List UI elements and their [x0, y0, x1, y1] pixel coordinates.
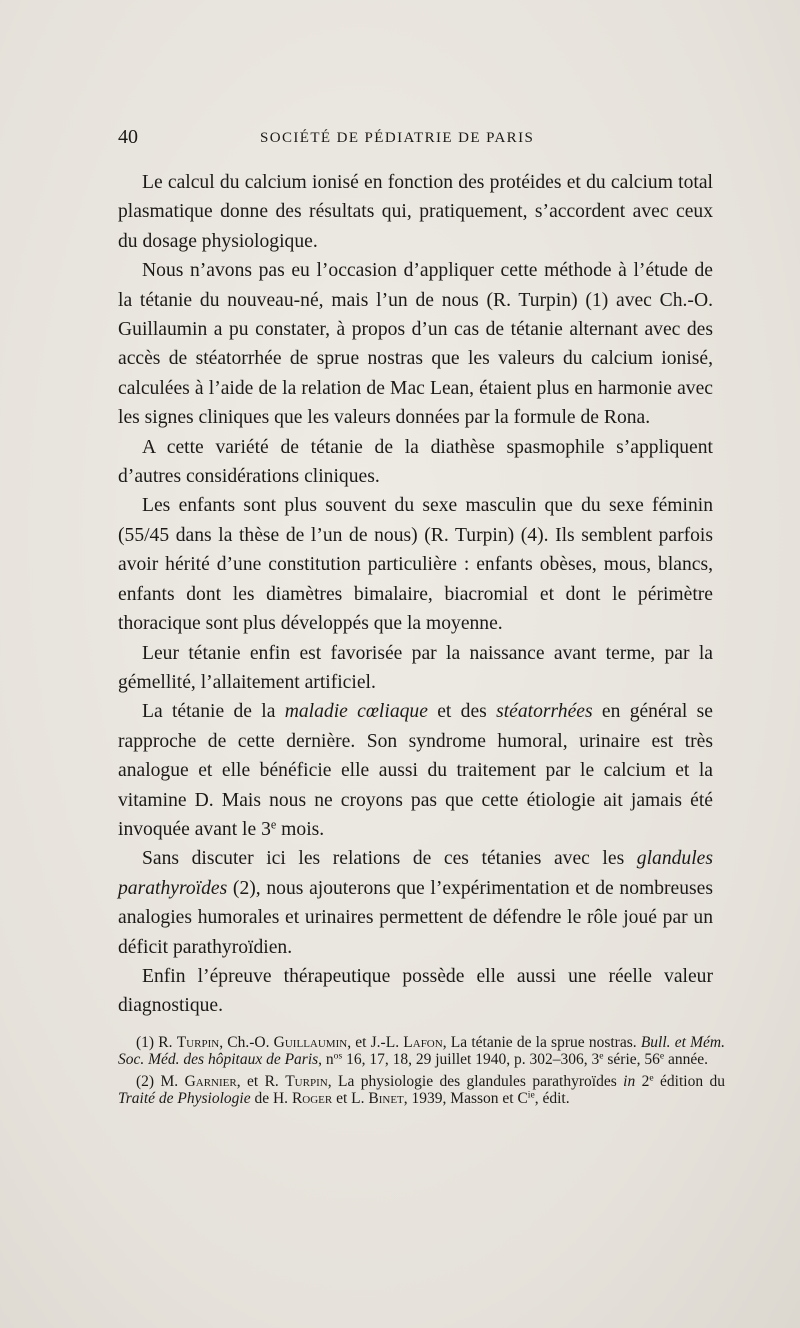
book-title: Traité de Physiologie	[118, 1090, 251, 1107]
journal-title: Bull. et Mém. Soc. Méd. des hôpitaux de Paris	[118, 1034, 725, 1068]
footnote-text: , et R.	[236, 1073, 286, 1090]
ordinal-superscript: e	[270, 817, 277, 832]
footnote-text: , n	[318, 1051, 334, 1068]
body-text	[118, 168, 713, 1021]
footnote-text: , Ch.-O.	[219, 1034, 274, 1051]
paragraph-4: Les enfants sont plus souvent du sexe masculin que du sexe féminin (55/45 dans la thèse de l’un de nous) (R. Turpin) (4). Ils semblent parfois avoir hérité d’une constitution particulière : enfants obèses, mous, blancs, enfants dont les diamètres bimalaire, biacromial et dont le périmètre thoracique sont plus développés que la moyenne.	[118, 495, 713, 635]
footnote-2	[118, 1073, 725, 1107]
author-name: Binet	[368, 1090, 404, 1107]
author-name: Garnier	[184, 1073, 237, 1090]
author-name: Turpin	[285, 1073, 328, 1090]
author-name: Roger	[291, 1090, 333, 1107]
paragraph-6-text: mois.	[276, 818, 325, 840]
footnote-text: , La physiologie des glandules parathyroïdes	[327, 1073, 624, 1090]
paragraph-6-text: en général se rapproche de cette dernière. Son syndrome humoral, urinaire est très analogue et elle bénéficie elle aussi du traitement par le calcium et la vitamine D. Mais nous ne croyons pas que cette étiologie ait jamais été invoquée avant le 3	[118, 701, 713, 840]
footnote-text: , et J.-L.	[347, 1034, 404, 1051]
paragraph-6-text: La tétanie de la	[142, 701, 285, 723]
footnote-text: 16, 17, 18, 29 juillet 1940, p. 302–306, 3	[342, 1051, 600, 1068]
superscript: e	[659, 1050, 665, 1062]
paragraph-8: Enfin l’épreuve thérapeutique possède elle aussi une réelle valeur diagnostique.	[118, 965, 713, 1017]
term-glandules-parathyroides: glandules parathyroïdes	[118, 848, 713, 899]
footnote-text: série, 56	[603, 1051, 660, 1068]
superscript: e	[649, 1072, 654, 1084]
footnote-text: année.	[664, 1051, 709, 1068]
page-number: 40	[118, 126, 138, 148]
page-header	[118, 126, 718, 156]
paragraph-5: Leur tétanie enfin est favorisée par la naissance avant terme, par la gémellité, l’allaitement artificiel.	[118, 642, 713, 693]
footnote-text: de H.	[250, 1090, 292, 1107]
paragraph-6-text: et des	[427, 701, 497, 723]
footnotes	[118, 1034, 725, 1112]
paragraph-2: Nous n’avons pas eu l’occasion d’appliquer cette méthode à l’étude de la tétanie du nouveau-né, mais l’un de nous (R. Turpin) (1) avec Ch.-O. Guillaumin a pu constater, à propos d’un cas de tétanie alternant avec des accès de stéatorrhée de sprue nostras que les valeurs du calcium ionisé, calculées à l’aide de la relation de Mac Lean, étaient plus en harmonie avec les signes cliniques que les valeurs données par la formule de Rona.	[118, 260, 713, 429]
paragraph-7-text: (2), nous ajouterons que l’expérimentation et de nombreuses analogies humorales et urinaires permettent de défendre le rôle joué par un déficit parathyroïdien.	[118, 877, 713, 958]
superscript: e	[599, 1050, 604, 1062]
paragraph-1: Le calcul du calcium ionisé en fonction des protéides et du calcium total plasmatique donne des résultats qui, pratiquement, s’accordent avec ceux du dosage physiologique.	[118, 172, 713, 252]
author-name: Lafon	[403, 1034, 443, 1051]
footnote-1	[118, 1034, 725, 1068]
paragraph-7-text: Sans discuter ici les relations de ces tétanies avec les	[142, 848, 637, 870]
footnote-text: 2	[635, 1073, 650, 1090]
footnote-italic: in	[623, 1073, 636, 1090]
author-name: Turpin	[176, 1034, 220, 1051]
paragraph-3: A cette variété de tétanie de la diathèse spasmophile s’appliquent d’autres considérations cliniques.	[118, 436, 713, 488]
paragraph-6	[118, 697, 713, 844]
footnote-text: , La tétanie de la sprue nostras.	[442, 1034, 641, 1051]
author-name: Guillaumin	[273, 1034, 348, 1051]
paragraph-7	[118, 844, 713, 962]
running-title: SOCIÉTÉ DE PÉDIATRIE DE PARIS	[260, 130, 535, 146]
footnote-text: , édit.	[534, 1090, 570, 1107]
footnote-text: et L.	[332, 1090, 369, 1107]
term-steatorrhees: stéatorrhées	[496, 701, 593, 723]
superscript: ie	[527, 1089, 535, 1101]
footnote-text: (1) R.	[136, 1034, 177, 1051]
superscript: os	[333, 1050, 343, 1062]
footnote-text: , 1939, Masson et C	[403, 1090, 528, 1107]
footnote-text: (2) M.	[136, 1073, 185, 1090]
footnote-text: édition du	[653, 1073, 726, 1090]
term-maladie-coeliaque: maladie cœliaque	[284, 701, 428, 723]
